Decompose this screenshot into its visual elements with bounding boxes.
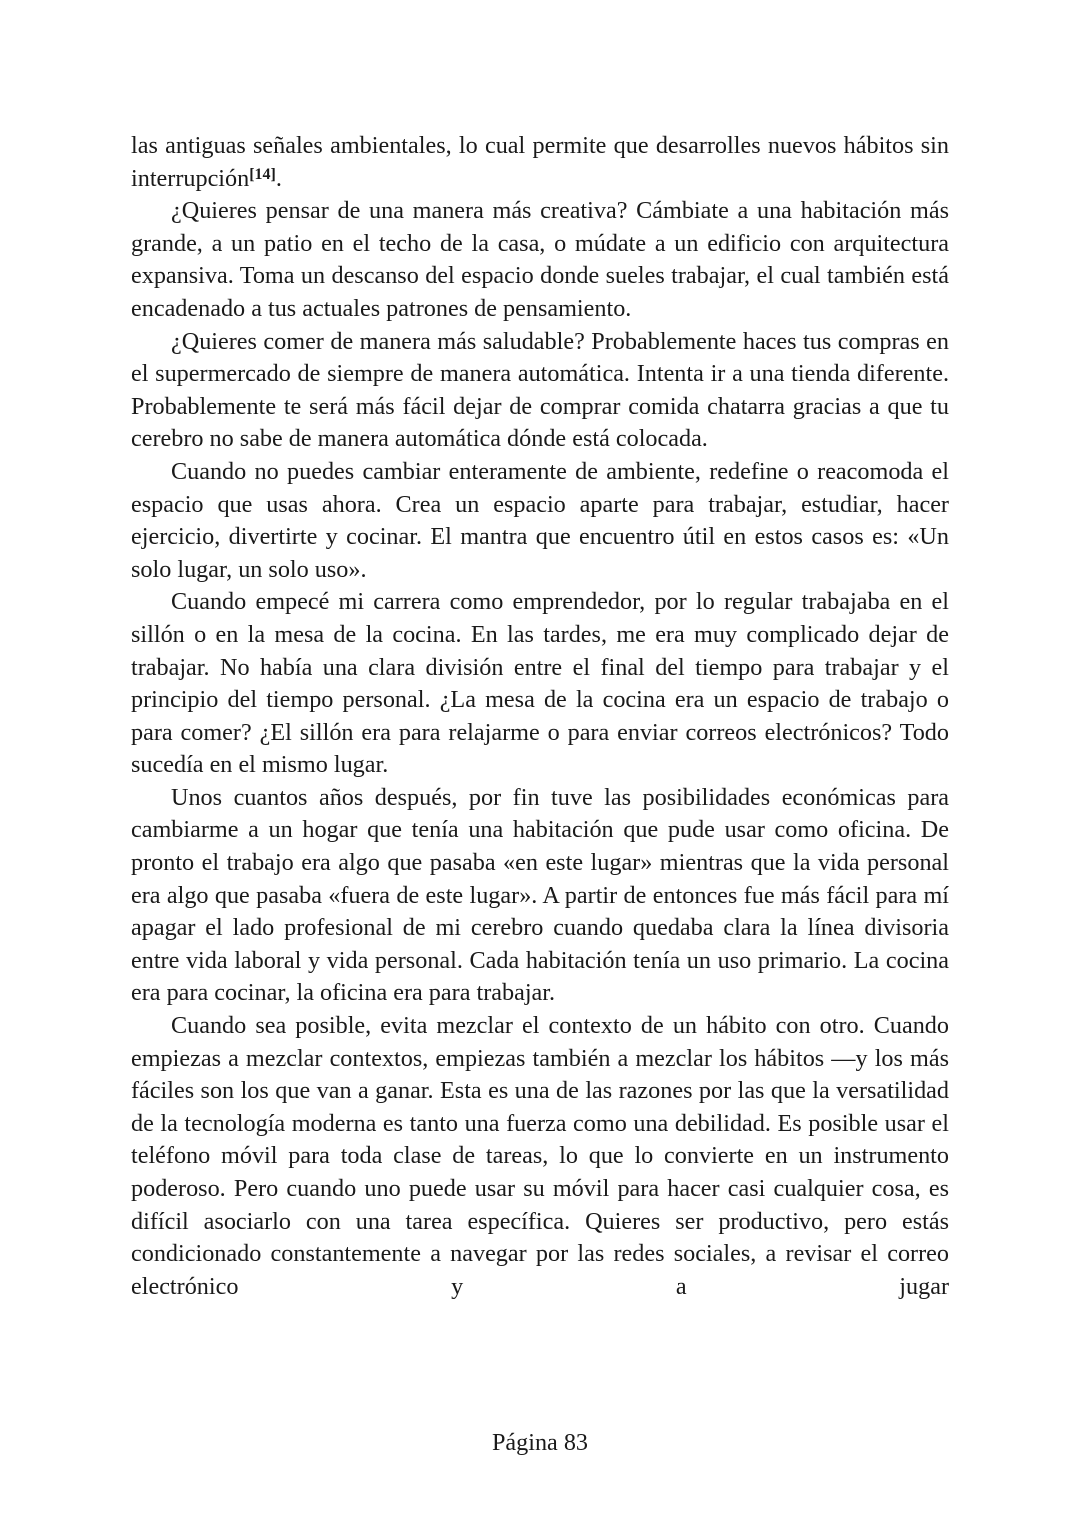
paragraph-7: Cuando sea posible, evita mezclar el contexto de un hábito con otro. Cuando empiezas a mezclar contextos, empiezas también a mezclar los hábitos —y los más fáciles son los que van a ganar. Esta es una de las razones por las que la versatilidad de la tecnología moderna es tanto una fuerza como una debilidad. Es posible usar el teléfono móvil para toda clase de tareas, lo que lo convierte en un instrumento poderoso. Pero cuando uno puede usar su móvil para hacer casi cualquier cosa, es difícil asociarlo con una tarea específica. Quieres ser productivo, pero estás condicionado constantemente a navegar por las redes sociales, a revisar el correo electrónico y a jugar	[131, 1012, 949, 1300]
page-number: Página 83	[491, 1429, 589, 1456]
paragraph-2: ¿Quieres pensar de una manera más creativa? Cámbiate a una habitación más grande, a un patio en el techo de la casa, o múdate a un edificio con arquitectura expansiva. Toma un descanso del espacio donde sueles trabajar, el cual también está encadenado a tus actuales patrones de pensamiento.	[131, 197, 949, 322]
paragraph-4: Cuando no puedes cambiar enteramente de ambiente, redefine o reacomoda el espacio que usas ahora. Crea un espacio aparte para trabajar, estudiar, hacer ejercicio, divertirte y cocinar. El mantra que encuentro útil en estos casos es: «Un solo lugar, un solo uso».	[131, 457, 949, 583]
paragraph-3: ¿Quieres comer de manera más saludable? Probablemente haces tus compras en el supermercado de siempre de manera automática. Intenta ir a una tienda diferente. Probablemente te será más fácil dejar de comprar comida chatarra gracias a que tu cerebro no sabe de manera automática dónde está colocada.	[131, 327, 949, 453]
page-body	[131, 130, 949, 1303]
paragraph-1	[131, 130, 949, 195]
paragraph-5: Cuando empecé mi carrera como emprendedor, por lo regular trabajaba en el sillón o en la mesa de la cocina. En las tardes, me era muy complicado dejar de trabajar. No había una clara división entre el final del tiempo para trabajar y el principio del tiempo personal. ¿La mesa de la cocina era un espacio de trabajo o para comer? ¿El sillón era para relajarme o para enviar correos electrónicos? Todo sucedía en el mismo lugar.	[131, 588, 949, 779]
paragraph-6: Unos cuantos años después, por fin tuve las posibilidades económicas para cambiarme a un hogar que tenía una habitación que pude usar como oficina. De pronto el trabajo era algo que pasaba «en este lugar» mientras que la vida personal era algo que pasaba «fuera de este lugar». A partir de entonces fue más fácil para mí apagar el lado profesional de mi cerebro cuando quedaba clara la línea divisoria entre vida laboral y vida personal. Cada habitación tenía un uso primario. La cocina era para cocinar, la oficina era para trabajar.	[131, 783, 949, 1007]
footnote-reference-14[interactable]: [14]	[249, 165, 276, 183]
paragraph-1-text: las antiguas señales ambientales, lo cual permite que desarrolles nuevos hábitos sin interrupción	[131, 132, 949, 192]
paragraph-1-end: .	[275, 164, 282, 192]
